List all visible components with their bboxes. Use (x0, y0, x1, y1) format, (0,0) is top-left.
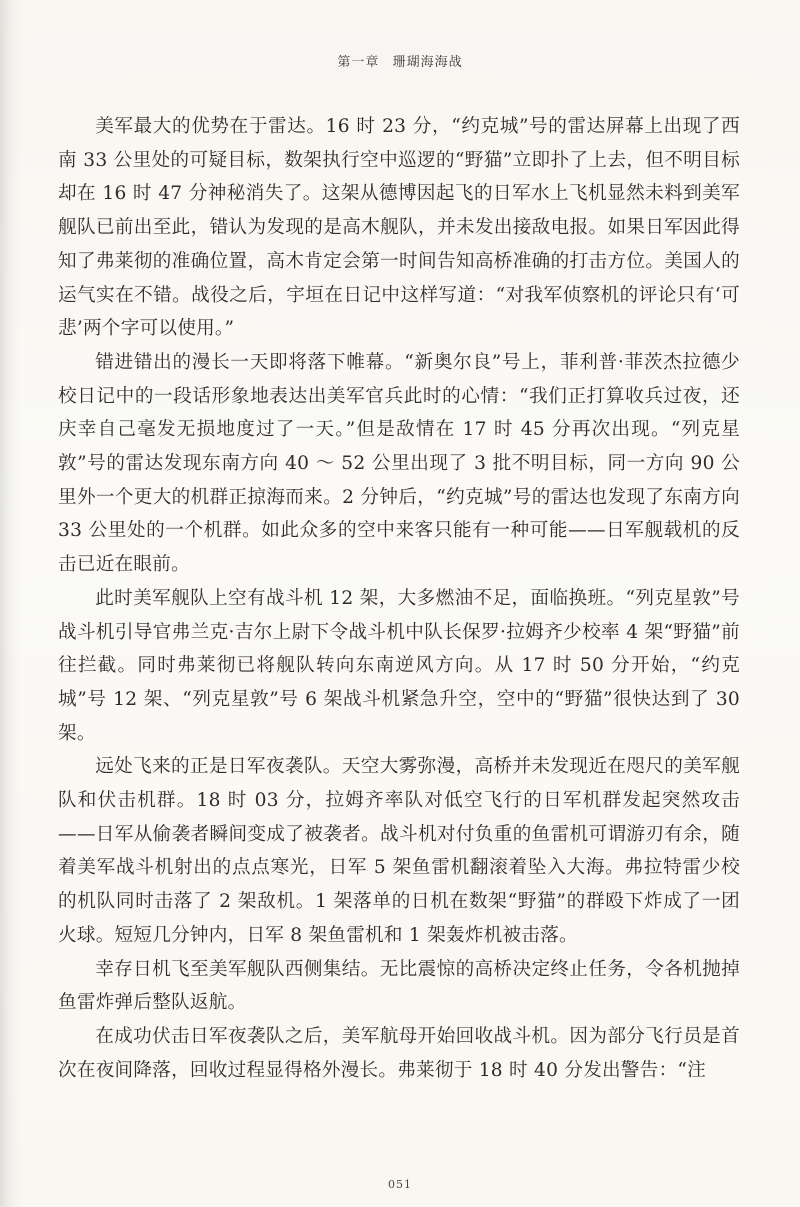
page-number: 051 (388, 1178, 412, 1191)
paragraph: 错进错出的漫长一天即将落下帷幕。“新奥尔良”号上，菲利普·菲茨杰拉德少校日记中的一段话形象地表达出美军官兵此时的心情：“我们正打算收兵过夜，还庆幸自己毫发无损地度过了一天。”但是敌情在 17 时 45 分再次出现。“列克星敦”号的雷达发现东南方向 40 ～ 52 公里出现了 3 批不明目标，同一方向 90 公里外一个更大的机群正掠海而来。2 分钟后，“约克城”号的雷达也发现了东南方向 33 公里处的一个机群。如此众多的空中来客只能有一种可能——日军舰载机的反击已近在眼前。 (58, 351, 740, 576)
paragraph: 美军最大的优势在于雷达。16 时 23 分，“约克城”号的雷达屏幕上出现了西南 33 公里处的可疑目标，数架执行空中巡逻的“野猫”立即扑了上去，但不明目标却在 16 时 47 分神秘消失了。这架从德博因起飞的日军水上飞机显然未料到美军舰队已前出至此，错认为发现的是高木舰队，并未发出接敌电报。如果日军因此得知了弗莱彻的准确位置，高木肯定会第一时间告知高桥准确的打击方位。美国人的运气实在不错。战役之后，宇垣在日记中这样写道：“对我军侦察机的评论只有‘可悲’两个字可以使用。” (58, 116, 740, 340)
paragraph: 远处飞来的正是日军夜袭队。天空大雾弥漫，高桥并未发现近在咫尺的美军舰队和伏击机群。18 时 03 分，拉姆齐率队对低空飞行的日军机群发起突然攻击——日军从偷袭者瞬间变成了被袭者。战斗机对付负重的鱼雷机可谓游刃有余，随着美军战斗机射出的点点寒光，日军 5 架鱼雷机翻滚着坠入大海。弗拉特雷少校的机队同时击落了 2 架敌机。1 架落单的日机在数架“野猫”的群殴下炸成了一团火球。短短几分钟内，日军 8 架鱼雷机和 1 架轰炸机被击落。 (58, 756, 740, 946)
chapter-title: 珊瑚海海战 (392, 55, 463, 70)
chapter-number: 第一章 (337, 55, 380, 70)
paragraph: 在成功伏击日军夜袭队之后，美军航母开始回收战斗机。因为部分飞行员是首次在夜间降落，回收过程显得格外漫长。弗莱彻于 18 时 40 分发出警告：“注 (58, 1025, 740, 1081)
paragraph: 此时美军舰队上空有战斗机 12 架，大多燃油不足，面临换班。“列克星敦”号战斗机引导官弗兰克·吉尔上尉下令战斗机中队长保罗·拉姆齐少校率 4 架“野猫”前往拦截。同时弗莱彻已将舰队转向东南逆风方向。从 17 时 50 分开始，“约克城”号 12 架、“列克星敦”号 6 架战斗机紧急升空，空中的“野猫”很快达到了 30 架。 (58, 587, 740, 744)
paragraph: 幸存日机飞至美军舰队西侧集结。无比震惊的高桥决定终止任务，令各机抛掉鱼雷炸弹后整队返航。 (58, 958, 740, 1014)
body-text (58, 110, 740, 1087)
running-header (0, 51, 800, 70)
